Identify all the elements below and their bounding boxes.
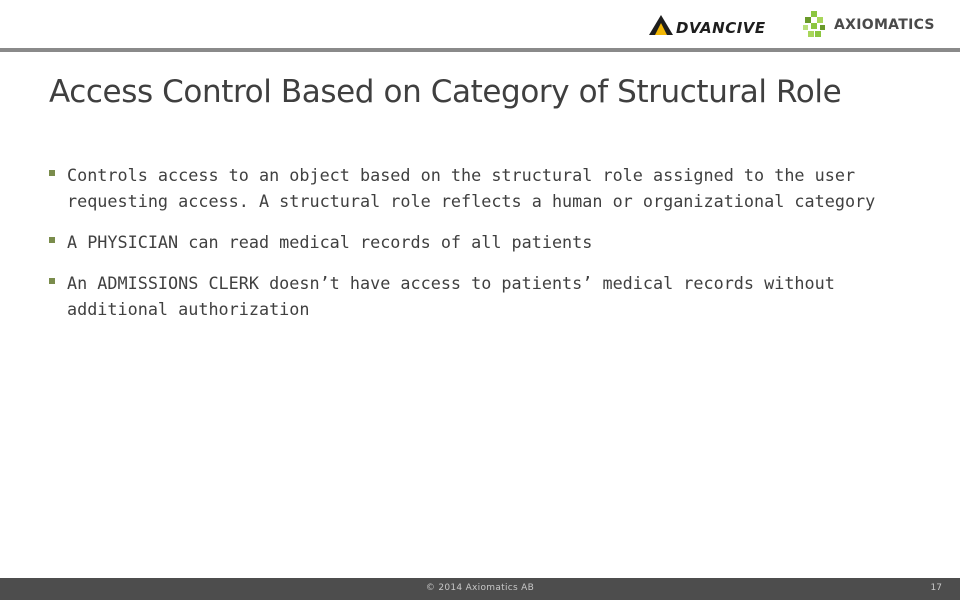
bullet-square-icon (49, 278, 55, 284)
bullet-square-icon (49, 170, 55, 176)
copyright-text: © 2014 Axiomatics AB (425, 583, 535, 593)
header (0, 0, 960, 48)
cube-cluster-logo-icon (800, 10, 828, 40)
axiomatics-logo (800, 8, 935, 42)
footer-bar (0, 578, 960, 600)
bullet-square-icon (49, 237, 55, 243)
bullet-item (49, 162, 939, 214)
axiomatics-logo-text: AXIOMATICS (834, 17, 935, 33)
bullet-list (49, 162, 939, 337)
triangle-logo-icon (648, 13, 674, 37)
bullet-item (49, 229, 939, 255)
advancive-logo-text: DVANCIVE (676, 19, 766, 37)
advancive-logo (648, 10, 766, 40)
header-divider (0, 48, 960, 52)
bullet-text: Controls access to an object based on the structural role assigned to the user requesting access. A structural role reflects a human or organizational category (67, 165, 876, 211)
bullet-item (49, 270, 939, 322)
slide-title: Access Control Based on Category of Structural Role (49, 74, 842, 110)
bullet-text: A PHYSICIAN can read medical records of all patients (67, 232, 593, 252)
page-number: 17 (930, 583, 942, 593)
bullet-text: An ADMISSIONS CLERK doesn’t have access to patients’ medical records without additional authorization (67, 273, 835, 319)
